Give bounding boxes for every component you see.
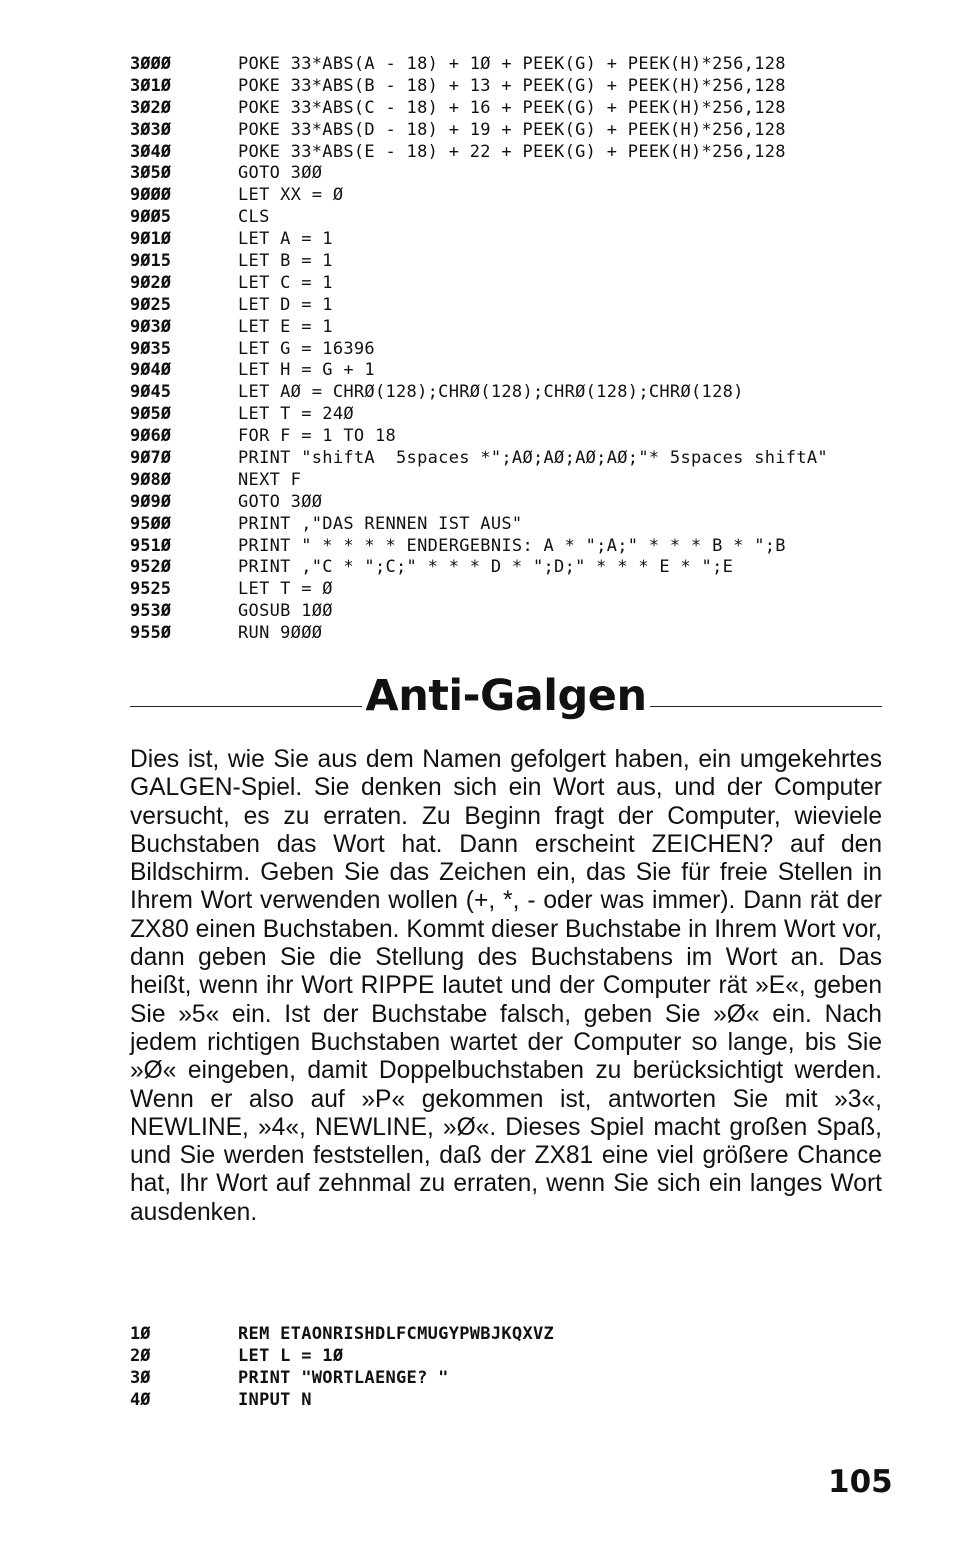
code-line <box>130 601 828 623</box>
code-statement: LET E = 1 <box>238 316 333 337</box>
line-number: 9Ø3Ø <box>130 316 171 337</box>
code-statement: REM ETAONRISHDLFCMUGYPWBJKQXVZ <box>238 1324 555 1344</box>
line-number: 2Ø <box>130 1346 151 1366</box>
line-number: 9Ø45 <box>130 382 171 403</box>
line-number: 9Ø25 <box>130 294 171 315</box>
line-number: 951Ø <box>130 535 171 556</box>
heading-rule-right <box>650 706 882 707</box>
code-line <box>130 448 828 470</box>
code-statement: PRINT " * * * * ENDERGEBNIS: A * ";A;" * * * B * ";B <box>238 535 786 556</box>
code-line <box>130 98 828 120</box>
code-statement: RUN 9ØØØ <box>238 623 323 644</box>
code-statement: POKE 33*ABS(D - 18) + 19 + PEEK(G) + PEEK(H)*256,128 <box>238 119 786 140</box>
code-line <box>130 1345 554 1367</box>
code-statement: FOR F = 1 TO 18 <box>238 426 397 447</box>
line-number: 9ØØØ <box>130 185 171 206</box>
code-line <box>130 514 828 536</box>
line-number: 953Ø <box>130 601 171 622</box>
code-statement: GOTO 3ØØ <box>238 491 323 512</box>
code-line <box>130 142 828 164</box>
code-line <box>130 273 828 295</box>
code-statement: LET T = 24Ø <box>238 404 354 425</box>
line-number: 952Ø <box>130 557 171 578</box>
code-line <box>130 207 828 229</box>
code-line <box>130 163 828 185</box>
code-statement: INPUT N <box>238 1390 312 1410</box>
code-statement: GOTO 3ØØ <box>238 163 323 184</box>
code-line <box>130 229 828 251</box>
code-statement: PRINT ,"C * ";C;" * * * D * ";D;" * * * E * ";E <box>238 557 734 578</box>
code-line <box>130 382 828 404</box>
code-statement: POKE 33*ABS(E - 18) + 22 + PEEK(G) + PEEK(H)*256,128 <box>238 141 786 162</box>
line-number: 9Ø8Ø <box>130 469 171 490</box>
line-number: 3Ø5Ø <box>130 163 171 184</box>
line-number: 4Ø <box>130 1390 151 1410</box>
code-statement: LET L = 1Ø <box>238 1346 344 1366</box>
line-number: 9525 <box>130 579 171 600</box>
code-line <box>130 1323 554 1345</box>
code-line <box>130 339 828 361</box>
heading-rule-left <box>130 706 362 707</box>
code-statement: LET T = Ø <box>238 579 333 600</box>
code-statement: LET G = 16396 <box>238 338 375 359</box>
code-line <box>130 492 828 514</box>
section-title: Anti-Galgen <box>365 671 647 721</box>
line-number: 9Ø35 <box>130 338 171 359</box>
line-number: 9Ø4Ø <box>130 360 171 381</box>
basic-listing-bottom <box>130 1323 554 1411</box>
code-statement: PRINT ,"DAS RENNEN IST AUS" <box>238 513 523 534</box>
code-statement: NEXT F <box>238 469 302 490</box>
code-line <box>130 470 828 492</box>
line-number: 3ØØØ <box>130 54 171 74</box>
line-number: 9Ø2Ø <box>130 272 171 293</box>
basic-listing-top <box>130 54 828 645</box>
page-number: 105 <box>828 1464 893 1500</box>
code-statement: LET H = G + 1 <box>238 360 375 381</box>
line-number: 9Ø6Ø <box>130 426 171 447</box>
code-line <box>130 1389 554 1411</box>
code-statement: POKE 33*ABS(B - 18) + 13 + PEEK(G) + PEEK(H)*256,128 <box>238 75 786 96</box>
line-number: 9Ø15 <box>130 251 171 272</box>
code-line <box>130 579 828 601</box>
code-line <box>130 120 828 142</box>
code-statement: POKE 33*ABS(A - 18) + 1Ø + PEEK(G) + PEEK(H)*256,128 <box>238 54 786 74</box>
code-line <box>130 185 828 207</box>
section-heading <box>130 668 882 728</box>
code-statement: LET D = 1 <box>238 294 333 315</box>
line-number: 9Ø9Ø <box>130 491 171 512</box>
code-line <box>130 426 828 448</box>
code-line <box>130 623 828 645</box>
line-number: 95ØØ <box>130 513 171 534</box>
code-statement: GOSUB 1ØØ <box>238 601 333 622</box>
code-line <box>130 1367 554 1389</box>
code-line <box>130 536 828 558</box>
code-statement: LET B = 1 <box>238 251 333 272</box>
code-statement: LET A = 1 <box>238 229 333 250</box>
line-number: 9Ø1Ø <box>130 229 171 250</box>
code-statement: LET AØ = CHRØ(128);CHRØ(128);CHRØ(128);CHRØ(128) <box>238 382 744 403</box>
code-line <box>130 76 828 98</box>
line-number: 9Ø7Ø <box>130 448 171 469</box>
code-line <box>130 557 828 579</box>
line-number: 3Ø4Ø <box>130 141 171 162</box>
code-statement: POKE 33*ABS(C - 18) + 16 + PEEK(G) + PEEK(H)*256,128 <box>238 97 786 118</box>
code-statement: PRINT "WORTLAENGE? " <box>238 1368 449 1388</box>
code-statement: CLS <box>238 207 270 228</box>
code-line <box>130 404 828 426</box>
line-number: 3Ø1Ø <box>130 75 171 96</box>
code-statement: LET C = 1 <box>238 272 333 293</box>
description-paragraph: Dies ist, wie Sie aus dem Namen gefolgert haben, ein umgekehrtes GALGEN-Spiel. Sie denken sich ein Wort aus, und der Computer versucht, es zu erraten. Zu Beginn fragt der Computer, wieviele Buchstaben das Wort hat. Dann erscheint ZEICHEN? auf den Bildschirm. Geben Sie das Zeichen ein, das Sie für freie Stellen in Ihrem Wort verwenden wollen (+, *, - oder was immer). Dann rät der ZX80 einen Buchstaben. Kommt dieser Buchstabe in Ihrem Wort vor, dann geben Sie die Stellung des Buchstabens im Wort an. Das heißt, wenn ihr Wort RIPPE lautet und der Computer rät »E«, geben Sie »5« ein. Ist der Buchstabe falsch, geben Sie »Ø« ein. Nach jedem richtigen Buchstaben wartet der Computer so lange, bis Sie »Ø« eingeben, damit Doppelbuchstaben zu berücksichtigt werden. Wenn er also auf »P« gekommen ist, antworten Sie mit »3«, NEWLINE, »4«, NEWLINE, »Ø«. Dieses Spiel macht großen Spaß, und Sie werden feststellen, daß der ZX81 eine viel größere Chance hat, Ihr Wort auf zehnmal zu erraten, wenn Sie sich ein langes Wort ausdenken. <box>130 746 882 1226</box>
line-number: 9ØØ5 <box>130 207 171 228</box>
code-line <box>130 54 828 76</box>
code-statement: PRINT "shiftA 5spaces *";AØ;AØ;AØ;AØ;"* 5spaces shiftA" <box>238 448 828 469</box>
line-number: 9Ø5Ø <box>130 404 171 425</box>
code-line <box>130 251 828 273</box>
line-number: 955Ø <box>130 623 171 644</box>
code-line <box>130 360 828 382</box>
line-number: 3Ø3Ø <box>130 119 171 140</box>
code-statement: LET XX = Ø <box>238 185 344 206</box>
line-number: 3Ø2Ø <box>130 97 171 118</box>
code-line <box>130 295 828 317</box>
code-line <box>130 317 828 339</box>
line-number: 3Ø <box>130 1368 151 1388</box>
line-number: 1Ø <box>130 1324 151 1344</box>
